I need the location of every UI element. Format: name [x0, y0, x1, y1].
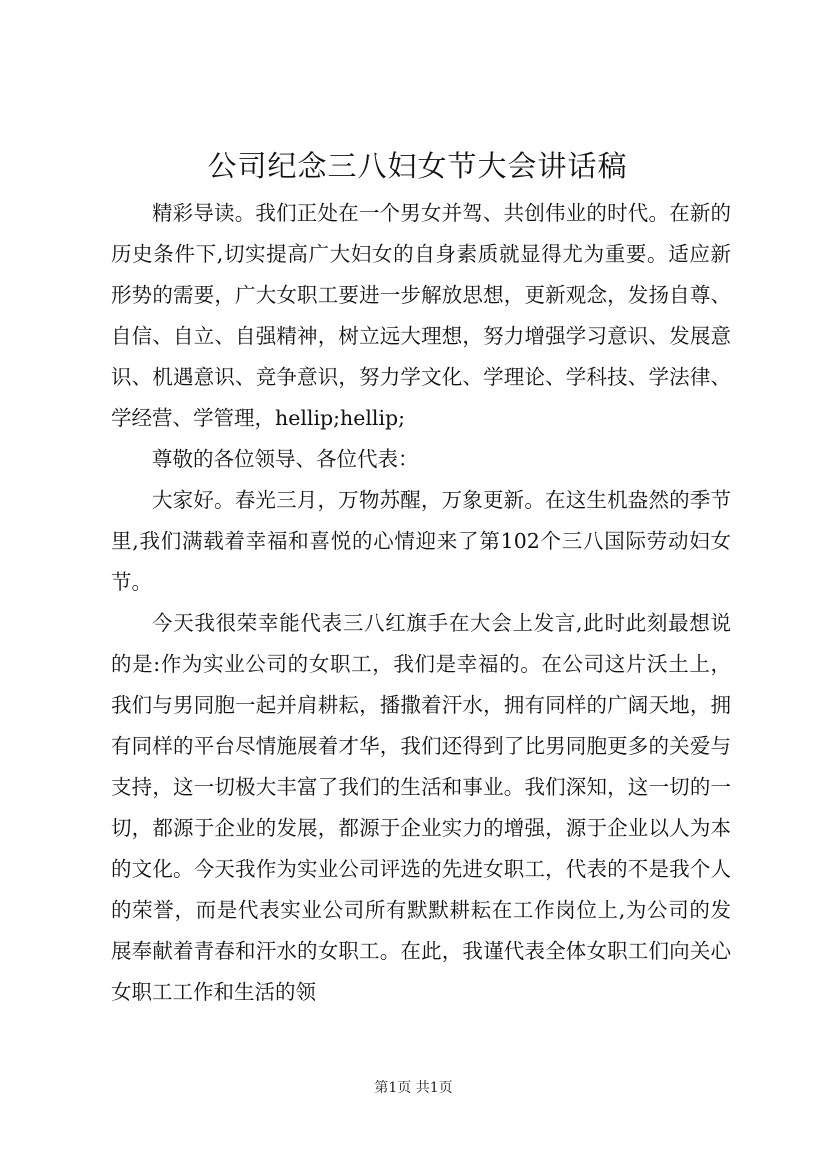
document-title: 公司纪念三八妇女节大会讲话稿	[207, 149, 628, 183]
paragraph-salutation: 尊敬的各位领导、各位代表：	[152, 447, 419, 471]
document-body	[111, 193, 731, 1013]
paragraph-greeting: 大家好。春光三月，万物苏醒，万象更新。在这生机盎然的季节里,我们满载着幸福和喜悦的心情迎来了第102个三八国际劳动妇女节。	[111, 488, 731, 594]
page-footer: 第1页 共1页	[374, 1080, 453, 1096]
paragraph-main: 今天我很荣幸能代表三八红旗手在大会上发言,此时此刻最想说的是:作为实业公司的女职工，我们是幸福的。在公司这片沃土上，我们与男同胞一起并肩耕耘，播撒着汗水，拥有同样的广阔天地，拥有同样的平台尽情施展着才华，我们还得到了比男同胞更多的关爱与支持，这一切极大丰富了我们的生活和事业。我们深知，这一切的一切，都源于企业的发展，都源于企业实力的增强，源于企业以人为本的文化。今天我作为实业公司评选的先进女职工，代表的不是我个人的荣誉，而是代表实业公司所有默默耕耘在工作岗位上,为公司的发展奉献着青春和汗水的女职工。在此，我谨代表全体女职工们向关心女职工工作和生活的领	[111, 611, 731, 1004]
paragraph-intro: 精彩导读。我们正处在一个男女并驾、共创伟业的时代。在新的历史条件下,切实提高广大妇女的自身素质就显得尤为重要。适应新形势的需要，广大女职工要进一步解放思想，更新观念，发扬自尊、自信、自立、自强精神，树立远大理想，努力增强学习意识、发展意识、机遇意识、竞争意识，努力学文化、学理论、学科技、学法律、学经营、学管理，hellip;hellip;	[111, 201, 731, 430]
